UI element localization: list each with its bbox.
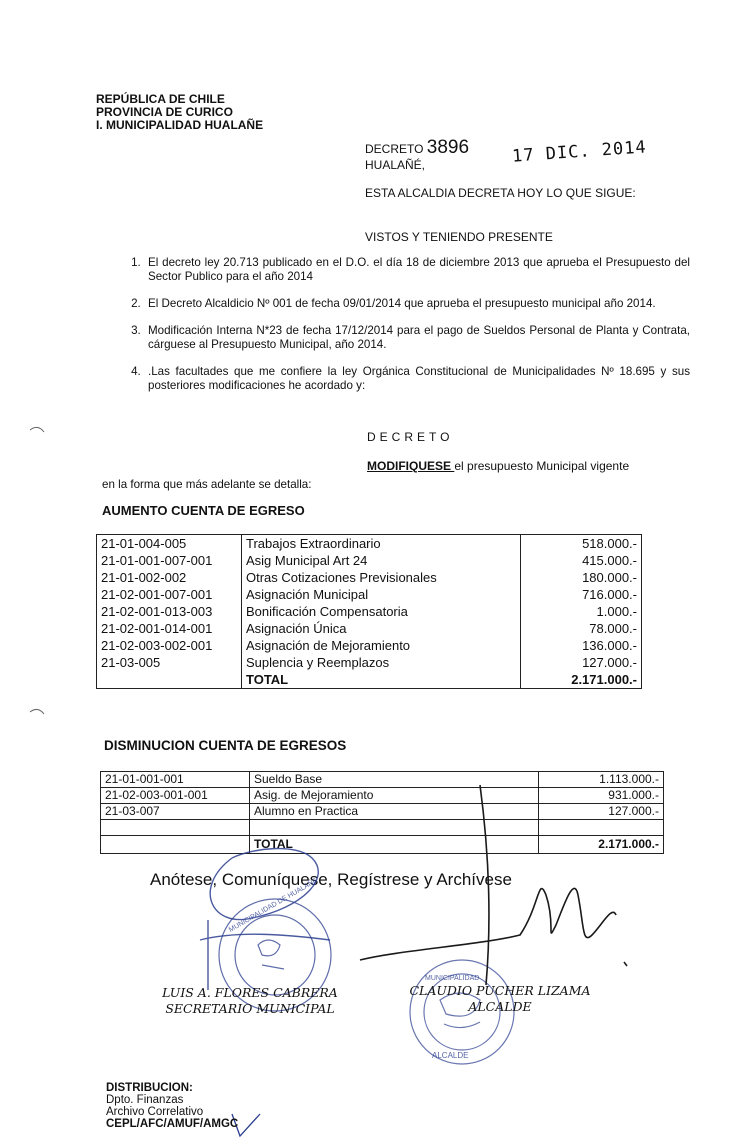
disminucion-title: DISMINUCION CUENTA DE EGRESOS: [104, 738, 347, 753]
amount: 518.000.-: [521, 535, 642, 553]
account-code: 21-01-001-001: [101, 772, 250, 788]
amount: 78.000.-: [521, 620, 642, 637]
account-code: 21-01-001-007-001: [97, 552, 242, 569]
account-name: Trabajos Extraordinario: [242, 535, 521, 553]
modifiquese-rest: el presupuesto Municipal vigente: [454, 459, 630, 473]
table-row: [97, 637, 642, 654]
aumento-table: [96, 534, 642, 689]
account-code: 21-02-003-001-001: [101, 788, 250, 804]
account-code: 21-03-005: [97, 654, 242, 671]
decree-place: HUALAÑÉ,: [365, 158, 426, 172]
mayor-title: ALCALDE: [468, 999, 532, 1014]
consideration-item: 2. El Decreto Alcaldicio Nº 001 de fecha 09/01/2014 que aprueba el presupuesto municipal año 2014.: [144, 297, 690, 311]
account-code: 21-02-003-002-001: [97, 637, 242, 654]
table-row: [97, 552, 642, 569]
margin-mark: [30, 427, 44, 432]
table-row: [97, 569, 642, 586]
table-row: [97, 535, 642, 553]
total-row: [101, 836, 664, 854]
modifiquese-keyword: MODIFIQUESE: [367, 459, 455, 473]
table-row: [97, 603, 642, 620]
decree-number: [365, 137, 469, 159]
distribution-block: [106, 1082, 238, 1130]
total-empty-cell: [101, 836, 250, 854]
distribution-line: Archivo Correlativo: [106, 1106, 204, 1118]
header-line-province: PROVINCIA DE CURICO: [96, 105, 233, 119]
account-name: Bonificación Compensatoria: [242, 603, 521, 620]
issuer-header: [96, 93, 263, 132]
account-name: Asig Municipal Art 24: [242, 552, 521, 569]
account-code: 21-03-007: [101, 804, 250, 820]
amount: 415.000.-: [521, 552, 642, 569]
amount: 127.000.-: [521, 654, 642, 671]
distribution-title: DISTRIBUCION:: [106, 1082, 193, 1094]
total-empty-cell: [97, 671, 242, 689]
distribution-line: Dpto. Finanzas: [106, 1094, 184, 1106]
left-seal-text: MUNICIPALIDAD DE HUALAÑE: [227, 877, 319, 934]
amount: 127.000.-: [539, 804, 664, 820]
account-code: 21-01-002-002: [97, 569, 242, 586]
account-code: 21-01-004-005: [97, 535, 242, 553]
account-name: Asignación Única: [242, 620, 521, 637]
account-name: Alumno en Practica: [250, 804, 539, 820]
amount: 931.000.-: [539, 788, 664, 804]
closing-formula: Anótese, Comuníquese, Regístrese y Archívese: [150, 870, 512, 889]
table-row: [101, 820, 664, 836]
table-row: [101, 788, 664, 804]
distribution-initials: CEPL/AFC/AMUF/AMGC: [106, 1118, 239, 1130]
aumento-title: AUMENTO CUENTA DE EGRESO: [102, 503, 305, 518]
right-seal-bottom-text: ALCALDE: [432, 1051, 469, 1060]
header-line-municipality: I. MUNICIPALIDAD HUALAÑE: [96, 118, 264, 132]
forma-line: en la forma que más adelante se detalla:: [102, 478, 312, 491]
account-name: Sueldo Base: [250, 772, 539, 788]
amount: 716.000.-: [521, 586, 642, 603]
header-line-republic: REPÚBLICA DE CHILE: [96, 92, 225, 106]
margin-mark: [30, 709, 44, 714]
decree-label: DECRETO: [365, 142, 424, 156]
table-row: [97, 586, 642, 603]
decreto-heading: DECRETO: [367, 430, 454, 444]
right-signature-block: [400, 983, 600, 1015]
left-signature-block: [150, 985, 350, 1017]
total-value: 2.171.000.-: [539, 836, 664, 854]
decree-number-value: 3896: [426, 137, 470, 158]
account-code: 21-02-001-007-001: [97, 586, 242, 603]
right-signature-tick: [624, 962, 627, 966]
alcaldia-statement: ESTA ALCALDIA DECRETA HOY LO QUE SIGUE:: [365, 186, 636, 200]
account-name: Otras Cotizaciones Previsionales: [242, 569, 521, 586]
consideration-item: 4. .Las facultades que me confiere la ley Orgánica Constitucional de Municipalidades Nº 18.695 y sus posteriores modificaciones he acordado y:: [144, 365, 690, 393]
account-code: 21-02-001-013-003: [97, 603, 242, 620]
total-value: 2.171.000.-: [521, 671, 642, 689]
total-label: TOTAL: [250, 836, 539, 854]
modifiquese-line: [367, 459, 629, 473]
considerations-list: [108, 256, 690, 406]
secretary-title: SECRETARIO MUNICIPAL: [165, 1001, 335, 1016]
amount: 1.000.-: [521, 603, 642, 620]
table-row: [97, 654, 642, 671]
table-row: [101, 772, 664, 788]
account-name: Asignación Municipal: [242, 586, 521, 603]
total-label: TOTAL: [242, 671, 521, 689]
date-stamp: 17 DIC. 2014: [511, 137, 648, 167]
account-name: Asignación de Mejoramiento: [242, 637, 521, 654]
table-row: [101, 804, 664, 820]
disminucion-table: [100, 771, 664, 854]
account-name: Suplencia y Reemplazos: [242, 654, 521, 671]
consideration-item: 3. Modificación Interna N*23 de fecha 17/12/2014 para el pago de Sueldos Personal de Planta y Contrata, cárguese al Presupuesto Municipal, año 2014.: [144, 324, 690, 352]
vistos-heading: VISTOS Y TENIENDO PRESENTE: [365, 230, 553, 244]
account-code: 21-02-001-014-001: [97, 620, 242, 637]
total-row: [97, 671, 642, 689]
amount: 180.000.-: [521, 569, 642, 586]
consideration-item: 1. El decreto ley 20.713 publicado en el D.O. el día 18 de diciembre 2013 que aprueba el Presupuesto del Sector Publico para el año 2014: [144, 256, 690, 284]
table-row: [97, 620, 642, 637]
account-name: Asig. de Mejoramiento: [250, 788, 539, 804]
secretary-name: LUIS A. FLORES CABRERA: [162, 985, 338, 1000]
mayor-name: CLAUDIO PUCHER LIZAMA: [409, 983, 591, 998]
amount: 136.000.-: [521, 637, 642, 654]
right-seal-top-text: MUNICIPALIDAD: [425, 975, 480, 982]
amount: 1.113.000.-: [539, 772, 664, 788]
